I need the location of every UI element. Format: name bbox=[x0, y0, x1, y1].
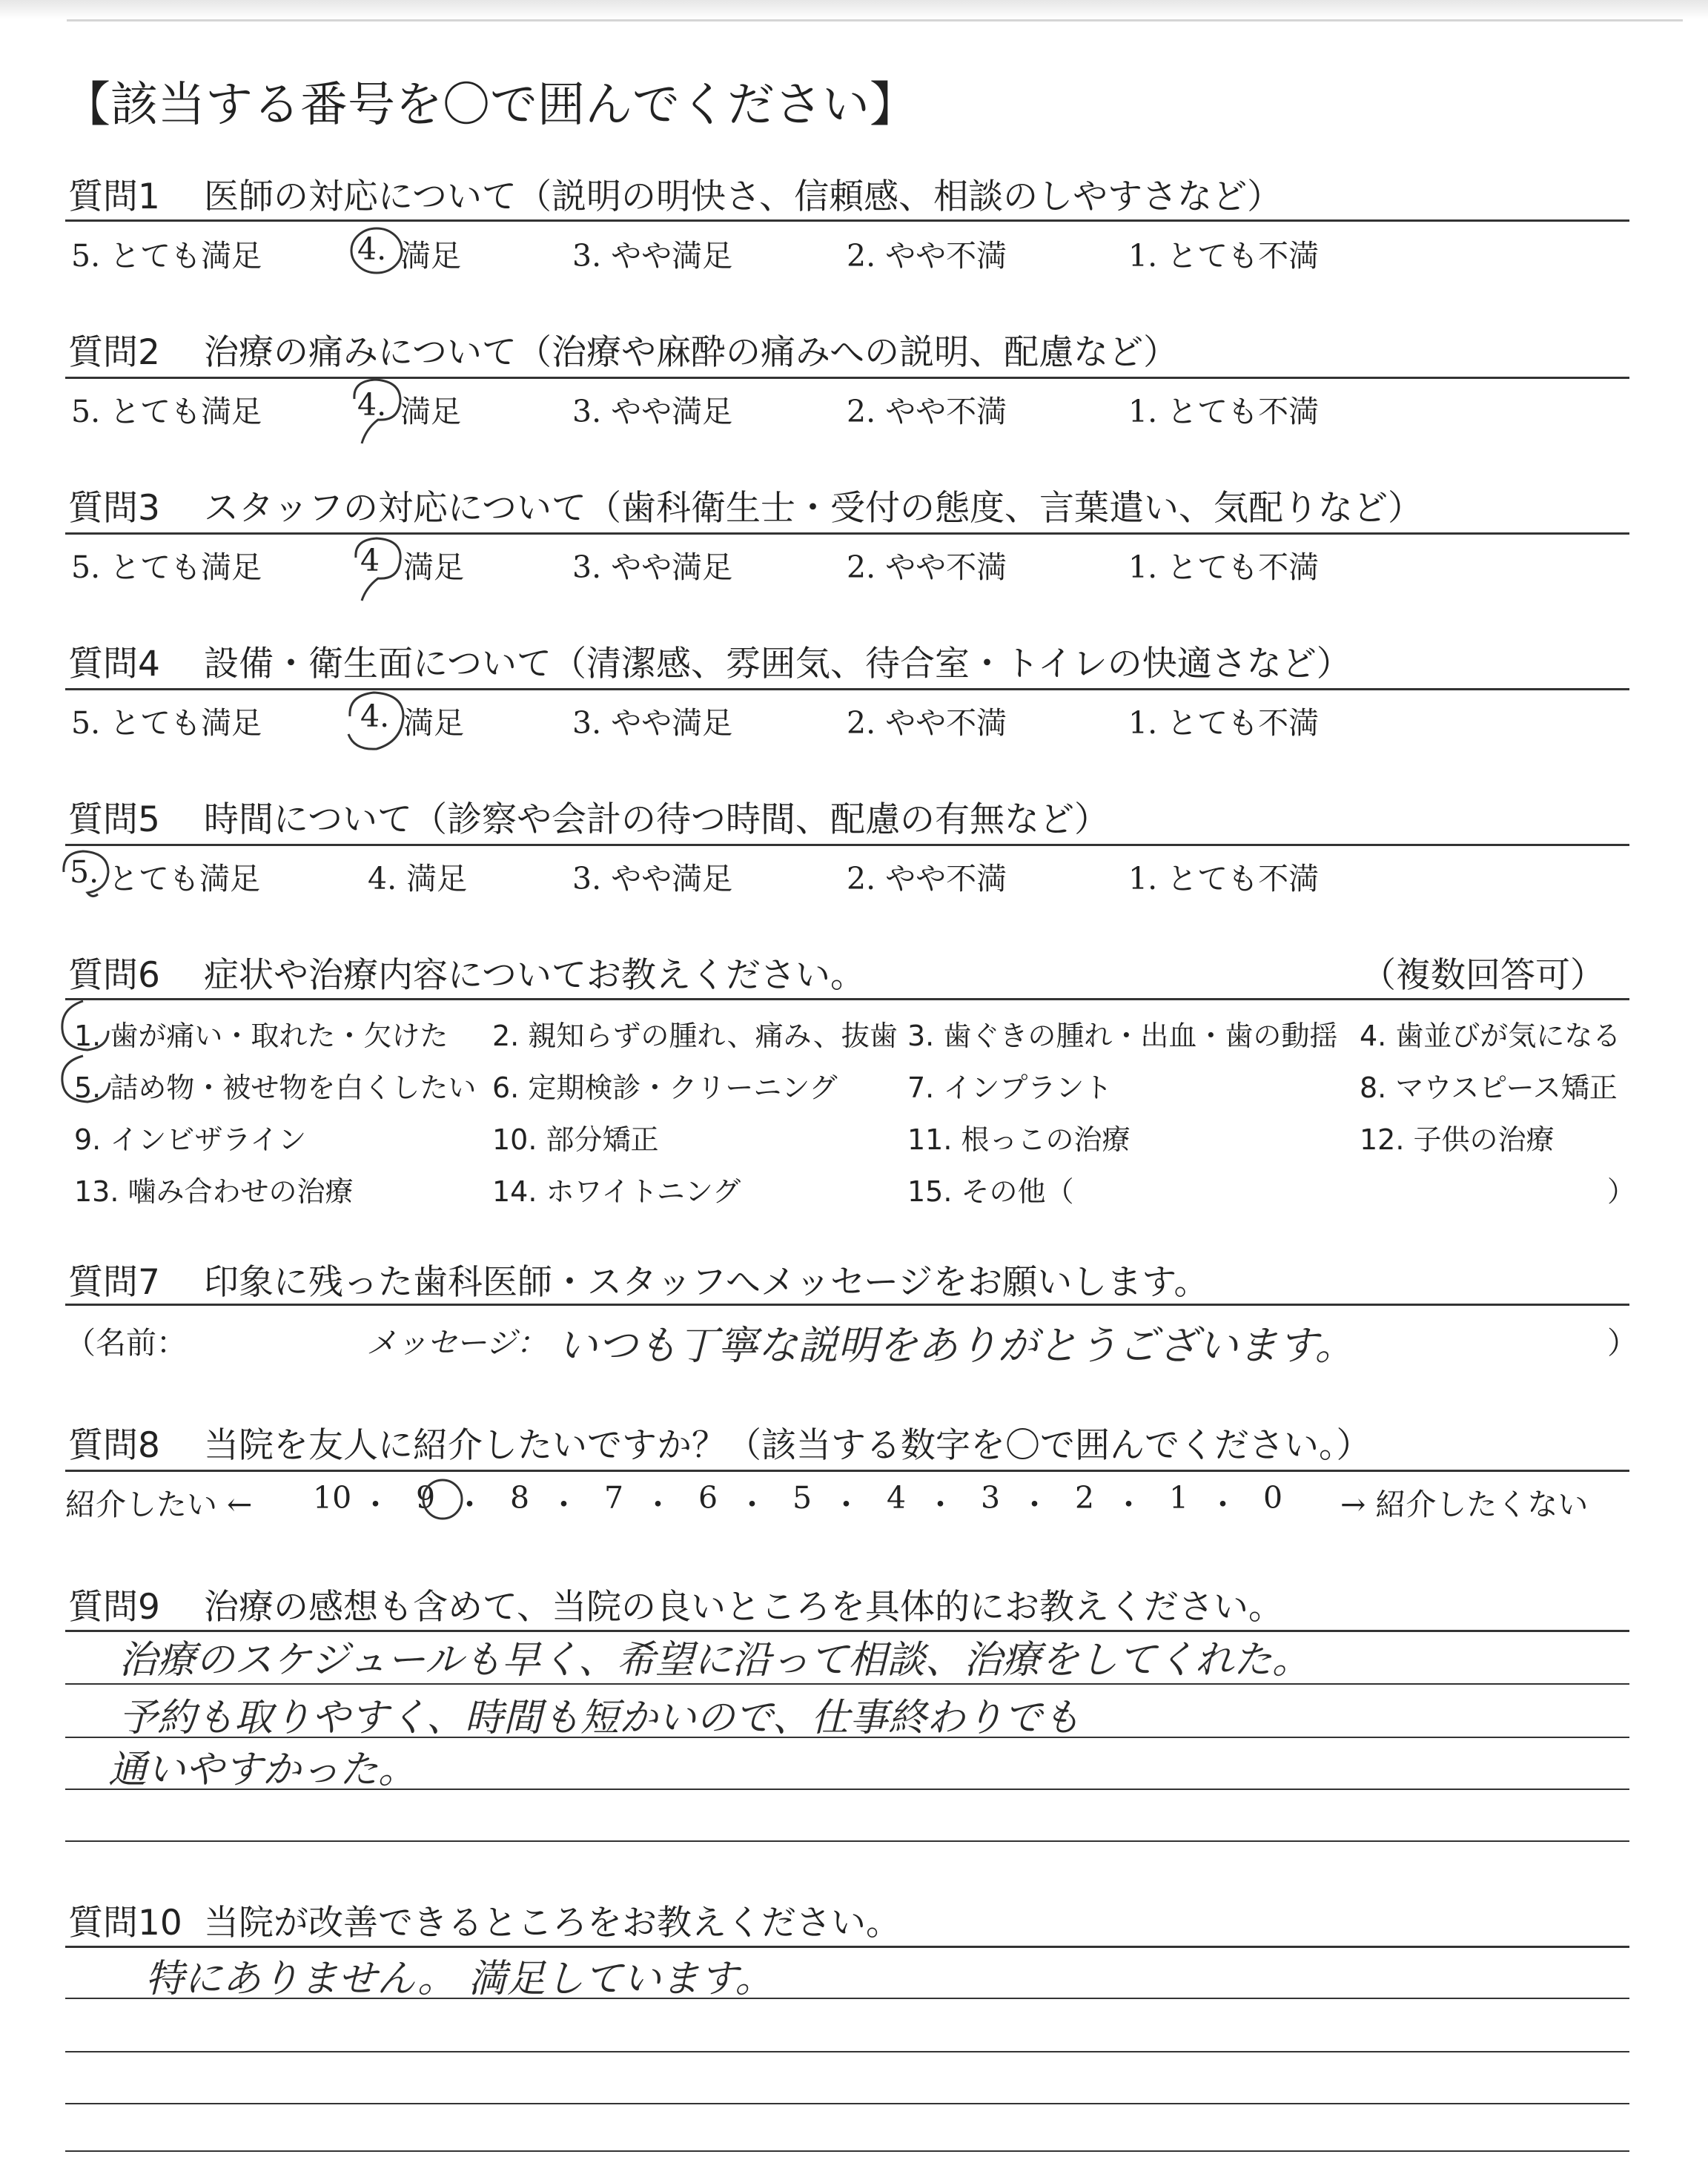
q8-number-5[interactable]: 5 bbox=[792, 1480, 812, 1516]
q1-option-1[interactable]: 1. とても不満 bbox=[1128, 238, 1320, 274]
q4-option-5[interactable]: 5. とても満足 bbox=[71, 705, 262, 741]
q8-number-8[interactable]: 8 bbox=[510, 1480, 530, 1516]
q8-label: 質問8 bbox=[68, 1425, 160, 1466]
q2-option-1[interactable]: 1. とても不満 bbox=[1128, 394, 1320, 429]
q6-item-9[interactable]: 9. インビザライン bbox=[74, 1123, 307, 1156]
q8-number-2[interactable]: 2 bbox=[1075, 1480, 1095, 1516]
q8-separator-dot: ・ bbox=[549, 1487, 579, 1522]
q2-option-4-number[interactable]: 4. bbox=[357, 387, 387, 423]
q6-item-2[interactable]: 2. 親知らずの腫れ、痛み、抜歯 bbox=[492, 1020, 898, 1052]
q7-label: 質問7 bbox=[68, 1262, 160, 1303]
q4-selection-circle bbox=[348, 693, 403, 749]
q8-number-1[interactable]: 1 bbox=[1169, 1480, 1189, 1516]
q1-label: 質問1 bbox=[68, 176, 160, 217]
q6-item-3[interactable]: 3. 歯ぐきの腫れ・出血・歯の動揺 bbox=[907, 1020, 1338, 1052]
q5-option-4[interactable]: 4. 満足 bbox=[368, 861, 468, 896]
q5-text: 時間について（診察や会計の待つ時間、配慮の有無など） bbox=[204, 799, 1110, 840]
q8-left-label: 紹介したい ← bbox=[65, 1487, 253, 1522]
q6-item-10[interactable]: 10. 部分矯正 bbox=[492, 1123, 659, 1156]
q8-right-label: → 紹介したくない bbox=[1340, 1487, 1589, 1522]
q8-separator-dot: ・ bbox=[831, 1487, 861, 1522]
q8-separator-dot: ・ bbox=[737, 1487, 767, 1522]
q5-option-3[interactable]: 3. やや満足 bbox=[572, 861, 733, 896]
q6-selection-circle-1 bbox=[62, 1001, 108, 1050]
q5-option-2[interactable]: 2. やや不満 bbox=[847, 861, 1007, 896]
q9-answer-line-3[interactable]: 通いやすかった。 bbox=[108, 1748, 417, 1792]
q10-answer-line-1[interactable]: 特にありません。 満足しています。 bbox=[145, 1957, 774, 2001]
q6-item-13[interactable]: 13. 噛み合わせの治療 bbox=[74, 1175, 354, 1208]
q9-answer-line-2[interactable]: 予約も取りやすく、時間も短かいので、仕事終わりでも bbox=[119, 1696, 1081, 1740]
q6-selection-circle-5 bbox=[62, 1056, 110, 1102]
q6-item-11[interactable]: 11. 根っこの治療 bbox=[907, 1123, 1131, 1156]
q7-message-answer[interactable]: いつも丁寧な説明をありがとうございます。 bbox=[557, 1322, 1355, 1369]
q8-separator-dot: ・ bbox=[643, 1487, 673, 1522]
q6-item-8[interactable]: 8. マウスピース矯正 bbox=[1360, 1071, 1618, 1104]
q1-option-4-label[interactable]: 満足 bbox=[400, 238, 461, 274]
q2-option-3[interactable]: 3. やや満足 bbox=[572, 394, 733, 429]
q8-number-6[interactable]: 6 bbox=[698, 1480, 718, 1516]
q4-option-2[interactable]: 2. やや不満 bbox=[847, 705, 1007, 741]
q8-separator-dot: ・ bbox=[1113, 1487, 1144, 1522]
q8-separator-dot: ・ bbox=[1019, 1487, 1050, 1522]
q6-other-close-paren: ） bbox=[1607, 1175, 1636, 1208]
q5-label: 質問5 bbox=[68, 799, 160, 840]
q4-text: 設備・衛生面について（清潔感、雰囲気、待合室・トイレの快適さなど） bbox=[204, 644, 1351, 684]
q6-item-6[interactable]: 6. 定期検診・クリーニング bbox=[492, 1071, 838, 1104]
q6-item-5[interactable]: 5. 詰め物・被せ物を白くしたい bbox=[74, 1071, 477, 1104]
q3-selection-circle bbox=[356, 538, 400, 601]
q9-answer-line-1[interactable]: 治療のスケジュールも早く、希望に沿って相談、治療をしてくれた。 bbox=[119, 1638, 1311, 1682]
q3-option-3[interactable]: 3. やや満足 bbox=[572, 549, 733, 585]
q3-option-2[interactable]: 2. やや不満 bbox=[847, 549, 1007, 585]
q5-option-5-number[interactable]: 5. bbox=[70, 854, 99, 890]
q7-close-paren: ） bbox=[1607, 1325, 1638, 1361]
q1-text: 医師の対応について（説明の明快さ、信頼感、相談のしやすさなど） bbox=[204, 176, 1282, 217]
q4-label: 質問4 bbox=[68, 644, 160, 684]
q2-label: 質問2 bbox=[68, 332, 160, 373]
q3-label: 質問3 bbox=[68, 488, 160, 529]
q3-option-1[interactable]: 1. とても不満 bbox=[1128, 549, 1320, 585]
q6-text: 症状や治療内容についてお教えください。 bbox=[204, 955, 866, 996]
q6-item-7[interactable]: 7. インプラント bbox=[907, 1071, 1113, 1104]
q2-selection-circle bbox=[354, 380, 400, 443]
q1-option-4-number[interactable]: 4. bbox=[357, 231, 387, 267]
q1-option-3[interactable]: 3. やや満足 bbox=[572, 238, 733, 274]
q4-option-4-label[interactable]: 満足 bbox=[403, 705, 464, 741]
q7-name-label: （名前： bbox=[65, 1325, 187, 1361]
q3-option-5[interactable]: 5. とても満足 bbox=[71, 549, 262, 585]
q4-option-4-number[interactable]: 4. bbox=[360, 698, 390, 734]
q8-number-3[interactable]: 3 bbox=[981, 1480, 1001, 1516]
q9-text: 治療の感想も含めて、当院の良いところを具体的にお教えください。 bbox=[204, 1587, 1284, 1628]
q3-option-4-label[interactable]: 満足 bbox=[403, 549, 464, 585]
q5-option-1[interactable]: 1. とても不満 bbox=[1128, 861, 1320, 896]
q7-text: 印象に残った歯科医師・スタッフへメッセージをお願いします。 bbox=[204, 1262, 1209, 1303]
q3-text: スタッフの対応について（歯科衛生士・受付の態度、言葉遣い、気配りなど） bbox=[204, 488, 1423, 529]
q2-option-4-label[interactable]: 満足 bbox=[400, 394, 461, 429]
q6-note: （複数回答可） bbox=[1361, 955, 1605, 996]
q6-item-14[interactable]: 14. ホワイトニング bbox=[492, 1175, 741, 1208]
q6-item-12[interactable]: 12. 子供の治療 bbox=[1360, 1123, 1555, 1156]
q2-option-2[interactable]: 2. やや不満 bbox=[847, 394, 1007, 429]
q8-number-4[interactable]: 4 bbox=[887, 1480, 907, 1516]
q8-separator-dot: ・ bbox=[360, 1487, 391, 1522]
q8-number-10[interactable]: 10 bbox=[313, 1480, 352, 1516]
q8-separator-dot: ・ bbox=[454, 1487, 485, 1522]
q3-option-4-number[interactable]: 4 bbox=[360, 543, 380, 578]
q8-separator-dot: ・ bbox=[1208, 1487, 1238, 1522]
q5-selection-circle bbox=[64, 851, 108, 896]
q8-selection-circle bbox=[423, 1480, 462, 1519]
q8-number-9[interactable]: 9 bbox=[416, 1480, 436, 1516]
q8-separator-dot: ・ bbox=[925, 1487, 956, 1522]
q1-option-5[interactable]: 5. とても満足 bbox=[71, 238, 262, 274]
q1-selection-circle bbox=[351, 228, 402, 273]
q8-number-7[interactable]: 7 bbox=[604, 1480, 624, 1516]
q4-option-3[interactable]: 3. やや満足 bbox=[572, 705, 733, 741]
q6-item-1[interactable]: 1. 歯が痛い・取れた・欠けた bbox=[74, 1020, 448, 1052]
q1-option-2[interactable]: 2. やや不満 bbox=[847, 238, 1007, 274]
q5-option-5-label[interactable]: とても満足 bbox=[108, 861, 260, 896]
q4-option-1[interactable]: 1. とても不満 bbox=[1128, 705, 1320, 741]
q6-item-15[interactable]: 15. その他（ bbox=[907, 1175, 1074, 1208]
q7-message-label: メッセージ： bbox=[366, 1325, 547, 1361]
q10-label: 質問10 bbox=[68, 1903, 182, 1943]
q8-text: 当院を友人に紹介したいですか？（該当する数字を〇で囲んでください。） bbox=[204, 1425, 1371, 1466]
page-title: 【該当する番号を〇で囲んでください】 bbox=[63, 78, 917, 133]
q9-label: 質問9 bbox=[68, 1587, 160, 1628]
q6-label: 質問6 bbox=[68, 955, 160, 996]
q2-text: 治療の痛みについて（治療や麻酔の痛みへの説明、配慮など） bbox=[204, 332, 1179, 373]
q2-option-5[interactable]: 5. とても満足 bbox=[71, 394, 262, 429]
q8-number-0[interactable]: 0 bbox=[1263, 1480, 1283, 1516]
q6-item-4[interactable]: 4. 歯並びが気になる bbox=[1360, 1020, 1621, 1052]
q10-text: 当院が改善できるところをお教えください。 bbox=[204, 1903, 901, 1943]
